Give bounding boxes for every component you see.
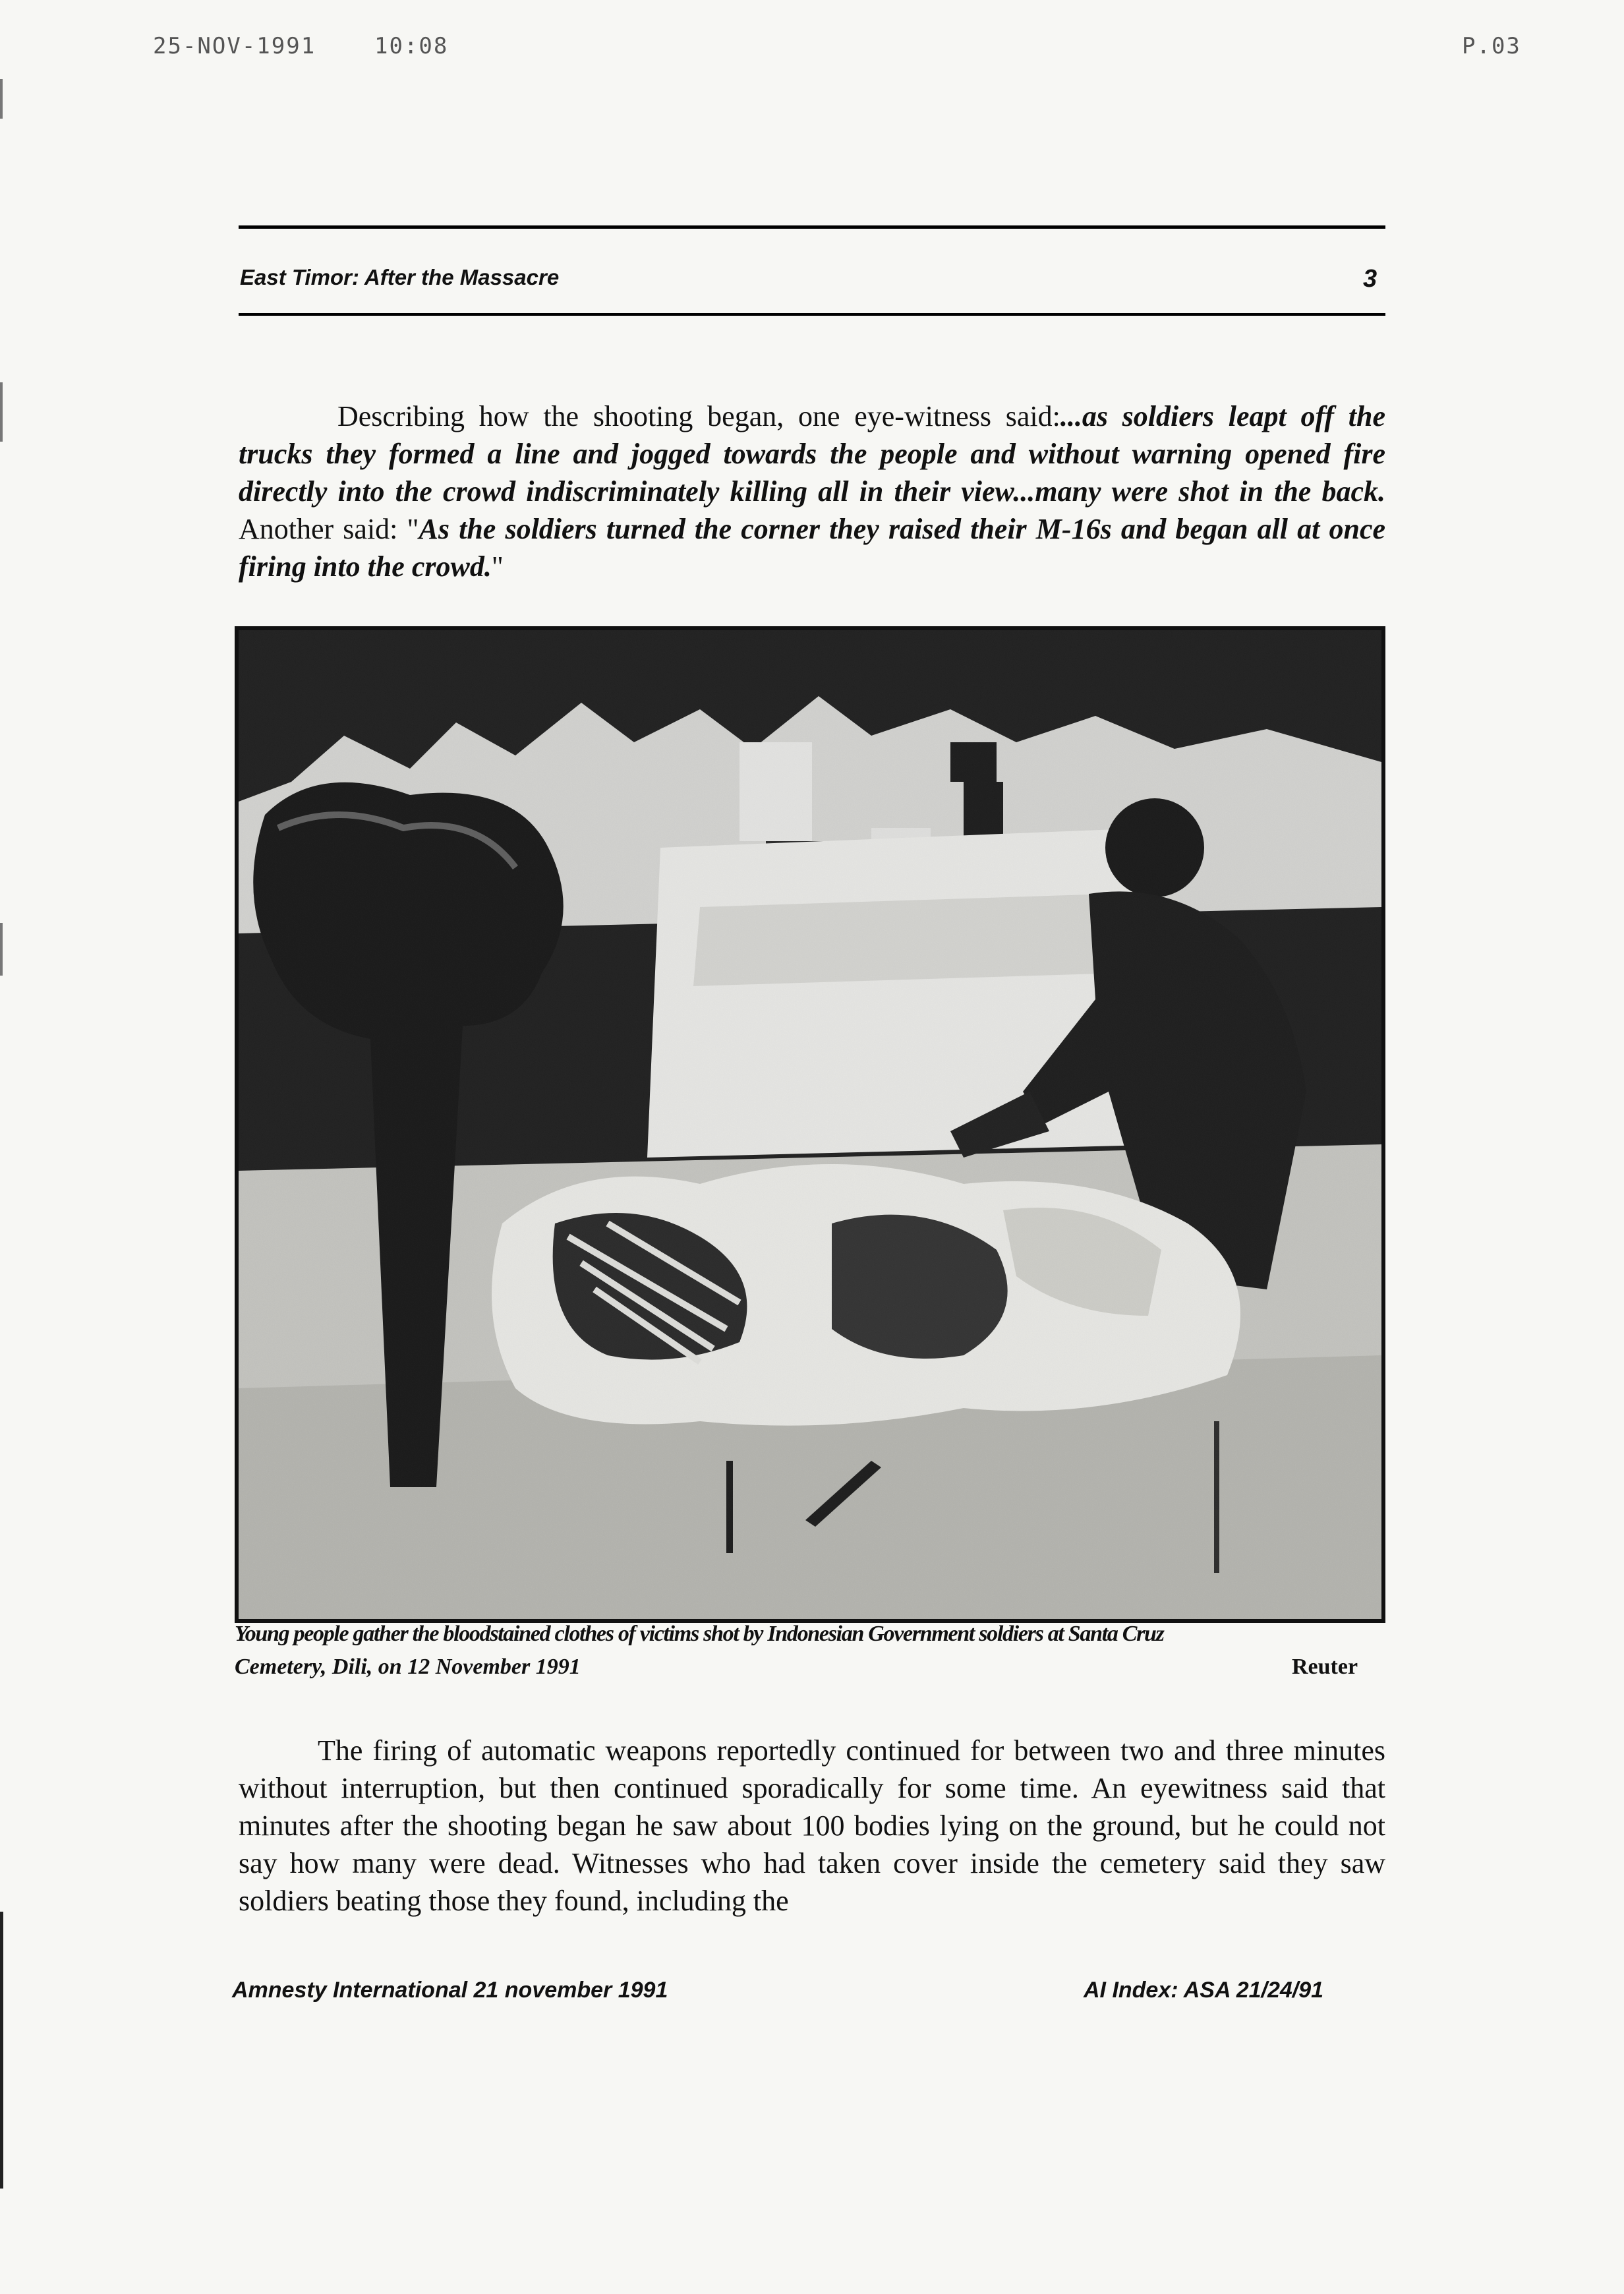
scan-edge-mark — [0, 382, 3, 442]
photo-credit: Reuter — [1292, 1655, 1358, 1679]
footer-publisher-date: Amnesty International 21 november 1991 — [232, 1978, 668, 2003]
photo-caption-line-2: Cemetery, Dili, on 12 November 1991 — [235, 1655, 581, 1679]
header-rule-bottom — [239, 313, 1385, 316]
page-number: 3 — [1363, 265, 1378, 293]
cemetery-photograph — [235, 626, 1385, 1623]
scan-edge-mark — [0, 923, 3, 976]
fax-page-number: P.03 — [1462, 33, 1521, 59]
header-rule-top — [239, 225, 1385, 229]
paragraph-firing: The firing of automatic weapons reportedly continued for between two and three minutes without interruption, but then continued sporadically for some time. An eyewitness said that minutes after the shooting began he saw about 100 bodies lying on the ground, but he could not say how many were dead. Witnesses who had taken cover inside the cemetery said they saw soldiers beating those they found, including the — [239, 1734, 1385, 1917]
photo-caption-line-1: Young people gather the bloodstained clothes of victims shot by Indonesian Government soldiers at Santa Cruz — [235, 1622, 1164, 1646]
eyewitness-quote-2: As the soldiers turned the corner they raised their M-16s and began all at once firing into the crowd. — [239, 513, 1385, 583]
fax-time: 10:08 — [374, 33, 449, 59]
paragraph-intro: Describing how the shooting began, one eye-witness said: — [337, 400, 1060, 432]
paragraph-end: " — [491, 550, 504, 583]
footer-ai-index: AI Index: ASA 21/24/91 — [1084, 1978, 1324, 2003]
eyewitness-quote-1: ...as soldiers leapt off the trucks they formed a line and jogged towards the people and without warning opened fire directly into the crowd indiscriminately killing all in their view...many were shot in the back. — [239, 400, 1385, 508]
photograph-illustration — [239, 630, 1381, 1619]
scan-edge-mark — [0, 1912, 3, 2189]
paragraph-middle: Another said: " — [239, 513, 419, 545]
running-title: East Timor: After the Massacre — [240, 265, 560, 289]
scan-edge-mark — [0, 79, 3, 119]
fax-date: 25-NOV-1991 — [153, 33, 316, 59]
paragraph-eyewitness — [239, 397, 1385, 585]
